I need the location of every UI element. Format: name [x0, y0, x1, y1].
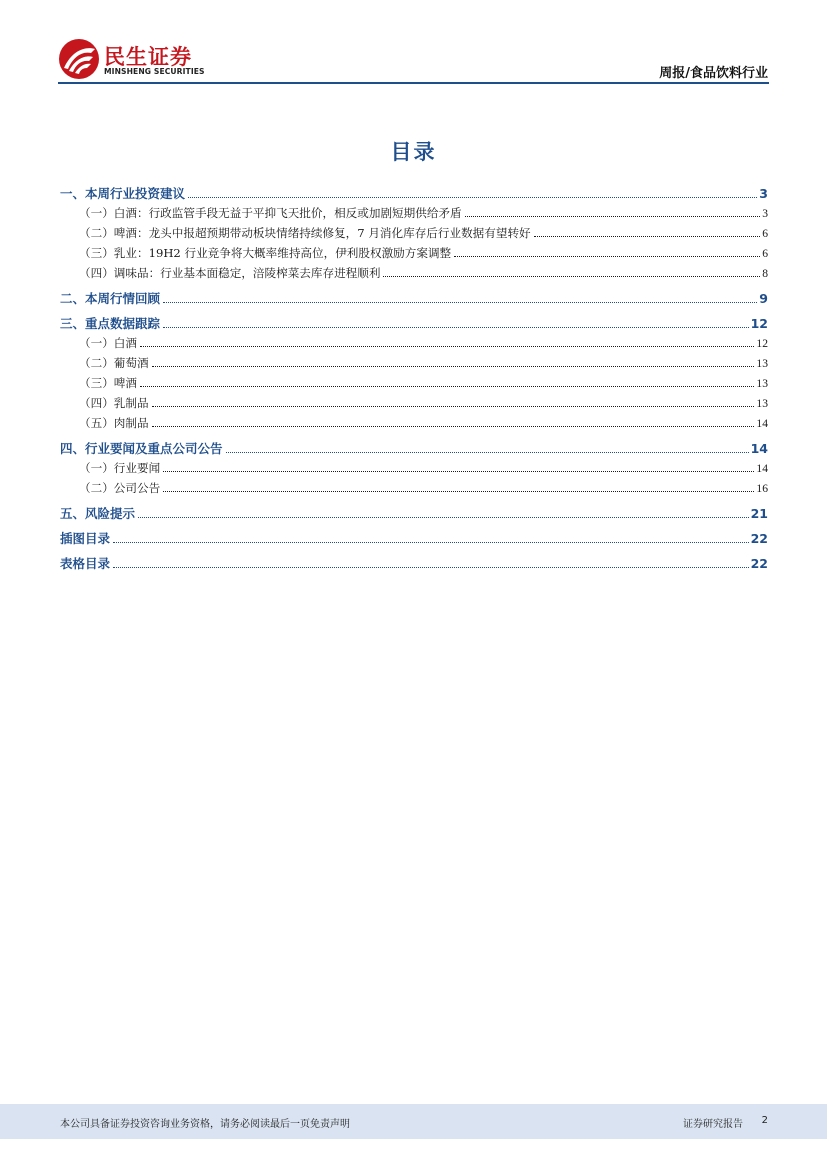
toc-entry-text: （三）啤酒 — [79, 376, 137, 390]
report-category: 周报/食品饮料行业 — [659, 66, 768, 81]
toc-entry-text: （二）啤酒：龙头中报超预期带动板块情绪持续修复，7 月消化库存后行业数据有望转好 — [79, 226, 531, 240]
toc-entry-text: （二）葡萄酒 — [79, 356, 149, 370]
toc-entry-page: 8 — [762, 267, 768, 280]
toc-subsection-entry[interactable] — [60, 375, 768, 395]
toc-section-entry[interactable] — [60, 314, 768, 335]
toc-dot-leader — [534, 236, 761, 237]
page-header — [0, 0, 827, 90]
footer-page-number: 2 — [761, 1115, 768, 1126]
company-logo — [58, 38, 218, 80]
toc-section-entry[interactable] — [60, 529, 768, 550]
toc-entry-page: 14 — [750, 441, 768, 456]
toc-subsection-entry[interactable] — [60, 480, 768, 500]
toc-dot-leader — [163, 302, 757, 303]
toc-entry-text: 表格目录 — [60, 556, 111, 571]
toc-entry-page: 22 — [750, 556, 768, 571]
toc-dot-leader — [113, 567, 749, 568]
toc-entry-page: 13 — [756, 377, 768, 390]
toc-dot-leader — [465, 216, 761, 217]
toc-section-entry[interactable] — [60, 504, 768, 525]
toc-subsection-entry[interactable] — [60, 460, 768, 480]
toc-subsection-entry[interactable] — [60, 205, 768, 225]
table-of-contents — [60, 180, 768, 575]
toc-section-entry[interactable] — [60, 289, 768, 310]
toc-dot-leader — [152, 366, 755, 367]
page-footer — [0, 1104, 827, 1139]
logo-english-name: MINSHENG SECURITIES — [104, 67, 205, 76]
toc-entry-page: 9 — [759, 291, 768, 306]
minsheng-logo-icon — [58, 38, 100, 80]
toc-dot-leader — [226, 452, 749, 453]
toc-section-entry[interactable] — [60, 439, 768, 460]
toc-subsection-entry[interactable] — [60, 395, 768, 415]
logo-chinese-name: 民生证券 — [104, 45, 192, 69]
toc-dot-leader — [152, 406, 755, 407]
toc-entry-text: 插图目录 — [60, 531, 111, 546]
toc-dot-leader — [140, 386, 754, 387]
toc-entry-text: （一）白酒：行政监管手段无益于平抑飞天批价，相反或加剧短期供给矛盾 — [79, 206, 462, 220]
toc-entry-text: （一）行业要闻 — [79, 461, 161, 475]
toc-dot-leader — [163, 471, 754, 472]
toc-dot-leader — [138, 517, 749, 518]
toc-subsection-entry[interactable] — [60, 225, 768, 245]
toc-dot-leader — [454, 256, 760, 257]
toc-subsection-entry[interactable] — [60, 265, 768, 285]
toc-entry-page: 13 — [756, 397, 768, 410]
toc-dot-leader — [163, 327, 749, 328]
toc-entry-page: 12 — [756, 337, 768, 350]
toc-dot-leader — [113, 542, 749, 543]
toc-dot-leader — [383, 276, 760, 277]
toc-section-entry[interactable] — [60, 184, 768, 205]
toc-entry-text: 五、风险提示 — [60, 506, 136, 521]
toc-section-entry[interactable] — [60, 554, 768, 575]
toc-entry-page: 3 — [762, 207, 768, 220]
toc-entry-text: 一、本周行业投资建议 — [60, 186, 186, 201]
toc-entry-text: （一）白酒 — [79, 336, 137, 350]
toc-entry-page: 12 — [750, 316, 768, 331]
toc-entry-text: （五）肉制品 — [79, 416, 149, 430]
toc-entry-page: 13 — [756, 357, 768, 370]
toc-subsection-entry[interactable] — [60, 355, 768, 375]
toc-title: 目录 — [390, 140, 437, 164]
toc-subsection-entry[interactable] — [60, 245, 768, 265]
toc-entry-page: 14 — [756, 417, 768, 430]
toc-entry-page: 3 — [759, 186, 768, 201]
toc-entry-page: 16 — [756, 482, 768, 495]
toc-entry-page: 22 — [750, 531, 768, 546]
toc-entry-text: （三）乳业：19H2 行业竞争将大概率维持高位，伊利股权激励方案调整 — [79, 246, 452, 260]
footer-report-type: 证券研究报告 — [683, 1119, 743, 1130]
toc-entry-text: （四）乳制品 — [79, 396, 149, 410]
toc-entry-text: （四）调味品：行业基本面稳定，涪陵榨菜去库存进程顺利 — [79, 266, 381, 280]
toc-subsection-entry[interactable] — [60, 415, 768, 435]
toc-dot-leader — [163, 491, 754, 492]
header-divider — [58, 82, 769, 84]
toc-entry-text: 四、行业要闻及重点公司公告 — [60, 441, 223, 456]
toc-subsection-entry[interactable] — [60, 335, 768, 355]
toc-dot-leader — [152, 426, 755, 427]
toc-entry-page: 6 — [762, 247, 768, 260]
footer-disclaimer: 本公司具备证券投资咨询业务资格，请务必阅读最后一页免责声明 — [60, 1119, 350, 1130]
toc-dot-leader — [140, 346, 754, 347]
toc-entry-text: 三、重点数据跟踪 — [60, 316, 161, 331]
toc-dot-leader — [188, 197, 757, 198]
toc-entry-page: 14 — [756, 462, 768, 475]
toc-entry-text: （二）公司公告 — [79, 481, 161, 495]
toc-entry-page: 6 — [762, 227, 768, 240]
toc-entry-page: 21 — [750, 506, 768, 521]
toc-entry-text: 二、本周行情回顾 — [60, 291, 161, 306]
